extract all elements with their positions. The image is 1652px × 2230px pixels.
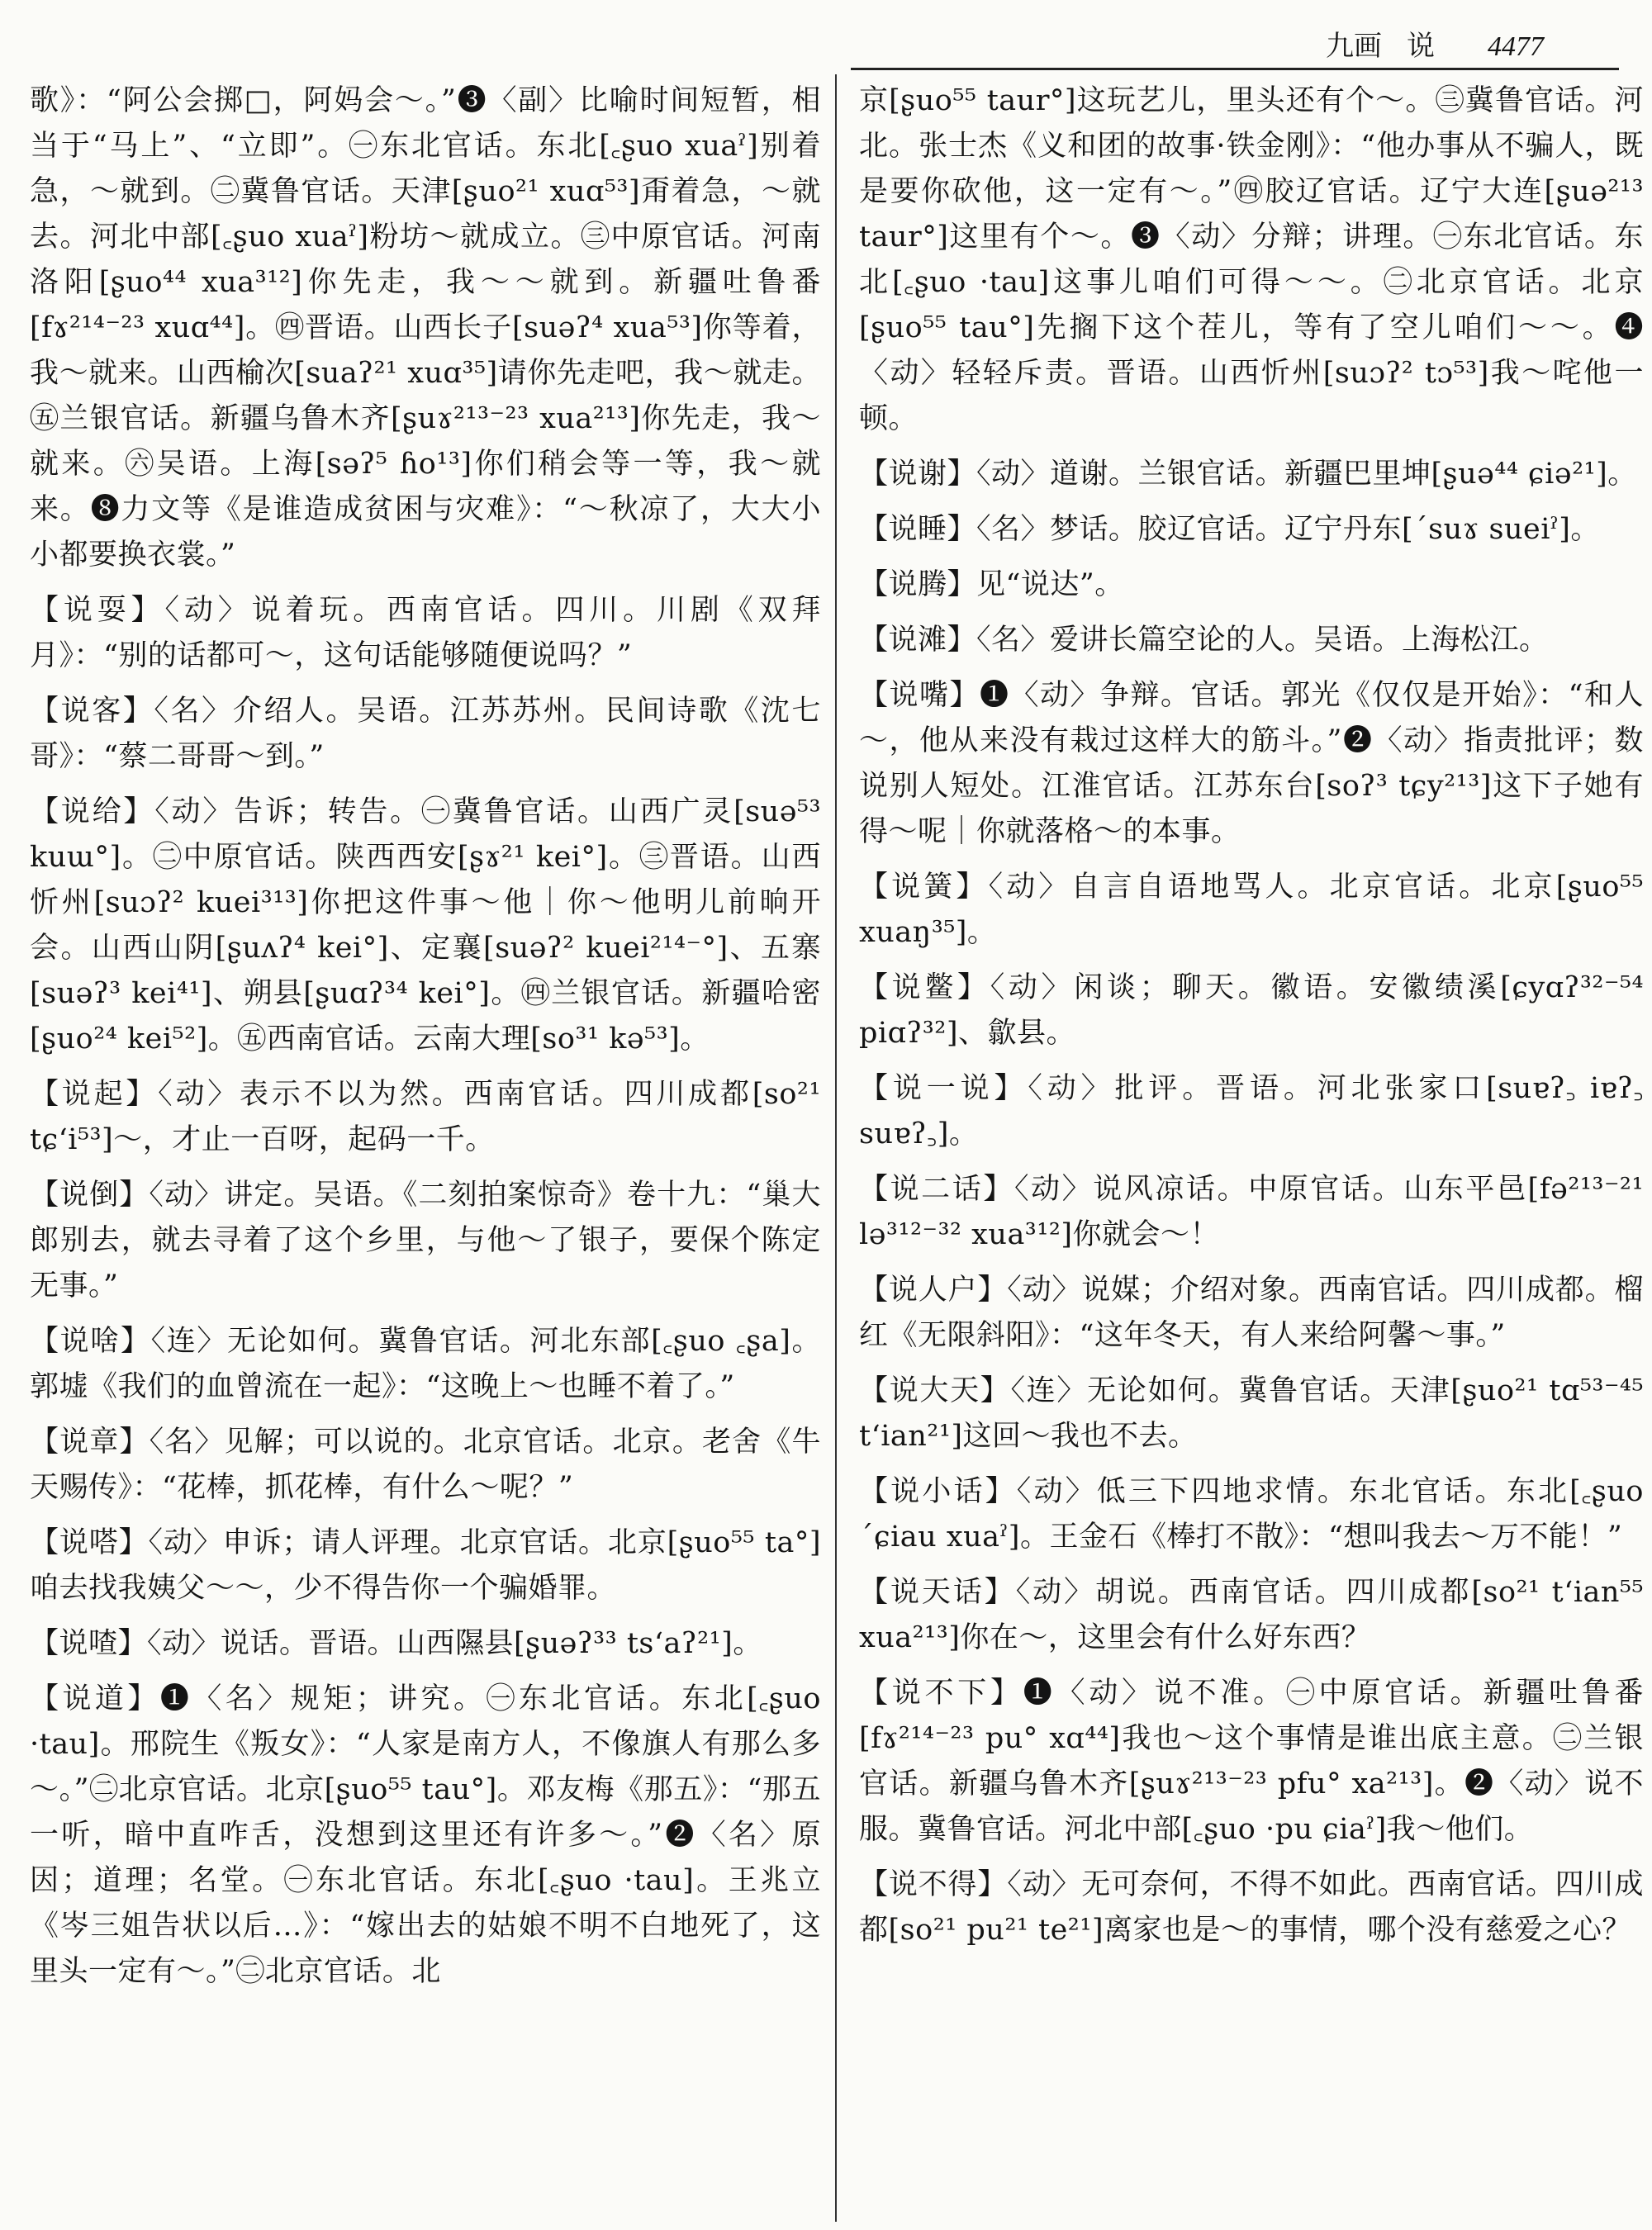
- column-divider: [835, 74, 837, 2222]
- entry-shuodao: 【说道】❶〈名〉规矩；讲究。㊀东北官话。东北[꜀ʂuo ·tau]。邢院生《叛女》：“人家是南方人，不像旗人有那么多～。”㊁北京官话。北京[ʂuo⁵⁵ tau°]。邓友梅《那五》：“那五一听，暗中直咋舌，没想到这里还有许多～。”❷〈名〉原因；道理；名堂。㊀东北官话。东北[꜀ʂuo ·tau]。王兆立《岑三姐告状以后…》：“嫁出去的姑娘不明不白地死了，这里头一定有～。”㊁北京官话。北: [30, 1682, 821, 1988]
- entry-shuohuang: 【说簧】〈动〉自言自语地骂人。北京官话。北京[ʂuo⁵⁵ xuaŋ³⁵]。: [859, 871, 1644, 949]
- entry-shuozui: 【说嘴】❶〈动〉争辩。官话。郭光《仅仅是开始》：“和人～，他从来没有栽过这样大的筋斗。”❷〈动〉指责批评；数说别人短处。江淮官话。江苏东台[soʔ³ tɕy²¹³]这下子她有得～呢｜你就落格～的本事。: [859, 679, 1644, 848]
- entry-shuogei: 【说给】〈动〉告诉；转告。㊀冀鲁官话。山西广灵[suə⁵³ kuɯ°]。㊁中原官话。陕西西安[ʂɤ²¹ kei°]。㊂晋语。山西忻州[suɔʔ² kuei³¹³]你把这件事～他｜你～他明儿前晌开会。山西山阴[ʂuʌʔ⁴ kei°]、定襄[suəʔ² kuei²¹⁴⁻°]、五寨[suəʔ³ kei⁴¹]、朔县[ʂuɑʔ³⁴ kei°]。㊃兰银官话。新疆哈密[ʂuo²⁴ kei⁵²]。㊄西南官话。云南大理[so³¹ kə⁵³]。: [30, 795, 821, 1056]
- head-character: 说: [1407, 30, 1435, 63]
- entry-continuation: 歌》：“阿公会掷□，阿妈会～。”❸〈副〉比喻时间短暂，相当于“马上”、“立即”。㊀东北官话。东北[꜀ʂuo xuaˀ]别着急，～就到。㊁冀鲁官话。天津[ʂuo²¹ xuɑ⁵³]甭着急，～就去。河北中部[꜀ʂuo xuaˀ]粉坊～就成立。㊂中原官话。河南洛阳[ʂuo⁴⁴ xua³¹²]你先走，我～～就到。新疆吐鲁番[fɤ²¹⁴⁻²³ xuɑ⁴⁴]。㊃晋语。山西长子[suəʔ⁴ xua⁵³]你等着，我～就来。山西榆次[suaʔ²¹ xuɑ³⁵]请你先走吧，我～就走。㊄兰银官话。新疆乌鲁木齐[ʂuɤ²¹³⁻²³ xua²¹³]你先走，我～就来。㊅吴语。上海[səʔ⁵ ɦo¹³]你们稍会等一等，我～就来。❽力文等《是谁造成贫困与灾难》：“～秋凉了，大大小小都要换衣裳。”: [30, 84, 821, 572]
- entry-shuota: 【说嗒】〈动〉申诉；请人评理。北京官话。北京[ʂuo⁵⁵ ta°]咱去找我姨父～～，少不得告你一个骗婚罪。: [30, 1526, 821, 1605]
- entry-shuobude: 【说不得】〈动〉无可奈何，不得不如此。西南官话。四川成都[so²¹ pu²¹ te²¹]离家也是～的事情，哪个没有慈爱之心？: [859, 1868, 1644, 1947]
- entry-shuodatian: 【说大天】〈连〉无论如何。冀鲁官话。天津[ʂuo²¹ tɑ⁵³⁻⁴⁵ tʻian²¹]这回～我也不去。: [859, 1374, 1644, 1453]
- entry-shuozhang: 【说章】〈名〉见解；可以说的。北京官话。北京。老舍《牛天赐传》：“花棒，抓花棒，有什么～呢？”: [30, 1426, 821, 1504]
- header-rule: [851, 68, 1619, 70]
- entry-shuotan: 【说滩】〈名〉爱讲长篇空论的人。吴语。上海松江。: [859, 624, 1549, 657]
- entry-shuoshui: 【说睡】〈名〉梦话。胶辽官话。辽宁丹东[ˊsuɤ sueiˀ]。: [859, 513, 1600, 546]
- entry-shuotianhua: 【说天话】〈动〉胡说。西南官话。四川成都[so²¹ tʻian⁵⁵ xua²¹³]你在～，这里会有什么好东西？: [859, 1576, 1644, 1654]
- entry-shuocha: 【说喳】〈动〉说话。晋语。山西隰县[ʂuəʔ³³ tsʻaʔ²¹]。: [30, 1627, 762, 1660]
- entry-continuation-right: 京[ʂuo⁵⁵ taur°]这玩艺儿，里头还有个～。㊂冀鲁官话。河北。张士杰《义和团的故事·铁金刚》：“他办事从不骗人，既是要你砍他，这一定有～。”㊃胶辽官话。辽宁大连[ʂuə²¹³ taur°]这里有个～。❸〈动〉分辩；讲理。㊀东北官话。东北[꜀ʂuo ·tau]这事儿咱们可得～～。㊁北京官话。北京[ʂuo⁵⁵ tau°]先搁下这个茬儿，等有了空儿咱们～～。❹〈动〉轻轻斥责。晋语。山西忻州[suɔʔ² tɔ⁵³]我～咤他一顿。: [859, 84, 1644, 435]
- entry-shuoshua: 【说耍】〈动〉说着玩。西南官话。四川。川剧《双拜月》：“别的话都可～，这句话能够随便说吗？”: [30, 594, 821, 672]
- entry-shuoerhua: 【说二话】〈动〉说风凉话。中原官话。山东平邑[fə²¹³⁻²¹ lə³¹²⁻³² xua³¹²]你就会～！: [859, 1173, 1644, 1251]
- entry-shuoyishuo: 【说一说】〈动〉批评。晋语。河北张家口[suɐʔ꜆ iɐʔ꜆ suɐʔ꜆]。: [859, 1072, 1644, 1151]
- left-column: [30, 78, 821, 2226]
- entry-shuorenhu: 【说人户】〈动〉说媒；介绍对象。西南官话。四川成都。榴红《无限斜阳》：“这年冬天，有人来给阿馨～事。”: [859, 1274, 1644, 1352]
- entry-shuodao-settle: 【说倒】〈动〉讲定。吴语。《二刻拍案惊奇》卷十九：“巢大郎别去，就去寻着了这个乡里，与他～了银子，要保个陈定无事。”: [30, 1179, 821, 1302]
- right-column: [859, 78, 1644, 2226]
- entry-shuoke: 【说客】〈名〉介绍人。吴语。江苏苏州。民间诗歌《沈七哥》：“蔡二哥哥～到。”: [30, 695, 821, 773]
- entry-shuoxiaohua: 【说小话】〈动〉低三下四地求情。东北官话。东北[꜀ʂuo ˊɕiau xuaˀ]。王金石《棒打不散》：“想叫我去～万不能！”: [859, 1475, 1644, 1554]
- running-header: [1326, 23, 1607, 64]
- entry-shuosha: 【说啥】〈连〉无论如何。冀鲁官话。河北东部[꜀ʂuo ꜀ʂa]。郭墟《我们的血曾流在一起》：“这晚上～也睡不着了。”: [30, 1325, 821, 1403]
- entry-shuoqi: 【说起】〈动〉表示不以为然。西南官话。四川成都[so²¹ tɕʻi⁵³]～，才止一百呀，起码一千。: [30, 1078, 821, 1156]
- entry-shuoteng: 【说腾】见“说达”。: [859, 568, 1124, 601]
- entry-shuoxie: 【说谢】〈动〉道谢。兰银官话。新疆巴里坤[ʂuə⁴⁴ ɕiə²¹]。: [859, 458, 1637, 491]
- entry-shuobuxia: 【说不下】❶〈动〉说不准。㊀中原官话。新疆吐鲁番[fɤ²¹⁴⁻²³ pu° xɑ⁴⁴]我也～这个事情是谁出底主意。㊁兰银官话。新疆乌鲁木齐[ʂuɤ²¹³⁻²³ pfu° xa²¹³]。❷〈动〉说不服。冀鲁官话。河北中部[꜀ʂuo ·pu ɕiaˀ]我～他们。: [859, 1677, 1644, 1846]
- section-label: 九画: [1326, 30, 1382, 63]
- entry-shuobie: 【说鳖】〈动〉闲谈；聊天。徽语。安徽绩溪[ɕyɑʔ³²⁻⁵⁴ piɑʔ³²]、歙县。: [859, 971, 1644, 1050]
- page-number: 4477: [1488, 31, 1544, 62]
